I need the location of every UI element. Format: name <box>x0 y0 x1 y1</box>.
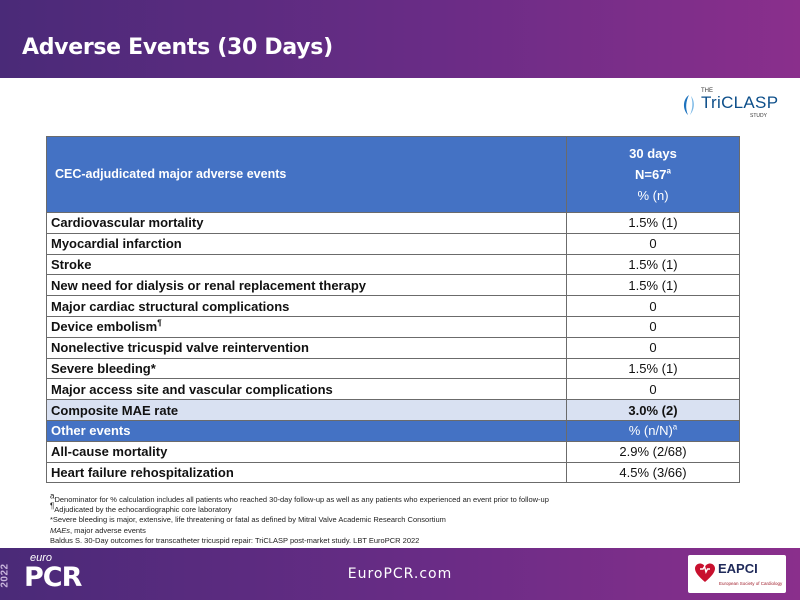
pcr-year: 2022 <box>0 563 11 588</box>
header-label: CEC-adjudicated major adverse events <box>47 137 567 213</box>
header-col-sup: a <box>666 166 671 176</box>
row-value: 0 <box>567 233 740 254</box>
row-value: 1.5% (1) <box>567 275 740 296</box>
eapci-name: EAPCI <box>718 561 758 576</box>
row-label: Stroke <box>47 254 567 275</box>
table-row <box>47 233 740 254</box>
other-events-header-row <box>47 420 740 441</box>
pcr-logo: PCR <box>24 562 82 593</box>
footnote-pilcrow-text: Adjudicated by the echocardiographic core laboratory <box>54 505 232 515</box>
table-row <box>47 337 740 358</box>
header-col-line3: % (n) <box>637 188 669 203</box>
row-label: Nonelective tricuspid valve reintervention <box>47 337 567 358</box>
row-value: 0 <box>567 296 740 317</box>
footnote-a-mark: a <box>50 491 55 501</box>
header-col-line1: 30 days <box>629 146 677 161</box>
table-row <box>47 254 740 275</box>
logo-the-text: THE <box>701 88 713 94</box>
footnote-pilcrow <box>50 501 549 515</box>
eapci-subtitle: European Society of Cardiology <box>719 581 783 586</box>
composite-row <box>47 400 740 421</box>
row-label: Heart failure rehospitalization <box>47 462 567 483</box>
table-row <box>47 275 740 296</box>
row-label-cell <box>47 316 567 337</box>
page-title: Adverse Events (30 Days) <box>22 35 333 60</box>
row-label: New need for dialysis or renal replacement therapy <box>47 275 567 296</box>
logo-name-text: TriCLASP <box>701 93 779 112</box>
eapci-logo <box>688 555 786 593</box>
table-row <box>47 379 740 400</box>
table-row <box>47 358 740 379</box>
composite-value: 3.0% (2) <box>567 400 740 421</box>
footnote-mae-abbr: MAEs <box>50 525 71 535</box>
header-column <box>567 137 740 213</box>
row-value: 0 <box>567 379 740 400</box>
other-events-label: Other events <box>47 420 567 441</box>
table-row <box>47 213 740 234</box>
table-row <box>47 441 740 462</box>
table-row <box>47 296 740 317</box>
row-value: 0 <box>567 337 740 358</box>
other-events-col-text: % (n/N) <box>628 423 673 439</box>
header-col-line2 <box>571 164 735 185</box>
triclasp-logo <box>680 88 792 124</box>
row-value: 1.5% (1) <box>567 213 740 234</box>
row-value: 0 <box>567 316 740 337</box>
heart-icon <box>694 562 716 584</box>
footnote-citation: Baldus S. 30-Day outcomes for transcatheter tricuspid repair: TriCLASP post-market study. LBT EuroPCR 2022 <box>50 535 420 545</box>
header-col-n: N=67 <box>635 167 667 182</box>
logo-study-text: STUDY <box>750 113 767 119</box>
triclasp-logo-icon <box>680 93 698 117</box>
footer-site-link[interactable]: EuroPCR.com <box>347 566 453 582</box>
footnote-mae <box>50 526 549 536</box>
row-value: 1.5% (1) <box>567 254 740 275</box>
footnote-pilcrow-mark: ¶ <box>50 501 55 511</box>
table-row <box>47 316 740 337</box>
footnote-severe-bleeding: *Severe bleeding is major, extensive, life threatening or fatal as defined by Mitral Valve Academic Research Consortium <box>50 515 446 525</box>
footnote-mae-text: , major adverse events <box>70 525 146 535</box>
row-label: Cardiovascular mortality <box>47 213 567 234</box>
footnote-a <box>50 491 549 505</box>
row-label: Myocardial infarction <box>47 233 567 254</box>
row-label: Severe bleeding* <box>47 358 567 379</box>
other-events-column <box>567 420 740 441</box>
row-label: Device embolism <box>51 319 158 335</box>
footnotes <box>50 491 549 546</box>
row-label-sup: ¶ <box>157 319 162 329</box>
pcr-euro-text: euro <box>30 552 53 564</box>
footnote-a-text: Denominator for % calculation includes all patients who reached 30-day follow-up as well as any patients who experienced an event prior to follow-up <box>54 495 549 504</box>
footer-banner <box>0 548 800 600</box>
table-header-row <box>47 137 740 213</box>
row-value: 1.5% (1) <box>567 358 740 379</box>
row-value: 4.5% (3/66) <box>567 462 740 483</box>
row-label: All-cause mortality <box>47 441 567 462</box>
row-value: 2.9% (2/68) <box>567 441 740 462</box>
adverse-events-table <box>46 136 740 483</box>
row-label: Major access site and vascular complications <box>47 379 567 400</box>
title-banner <box>0 0 800 78</box>
table-row <box>47 462 740 483</box>
other-events-col-sup: a <box>672 423 678 433</box>
row-label: Major cardiac structural complications <box>47 296 567 317</box>
composite-label: Composite MAE rate <box>47 400 567 421</box>
